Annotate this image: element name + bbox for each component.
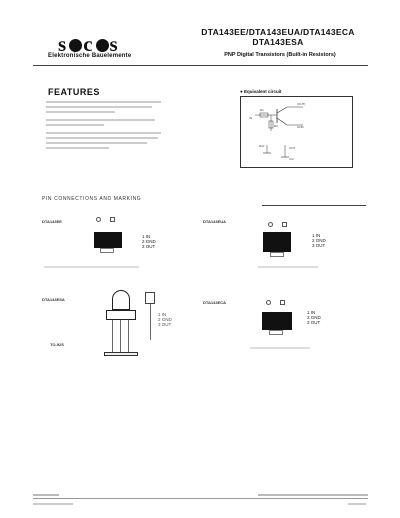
package-dta143esa-pin-labels: 1 IN 2 GND 3 OUT [158, 312, 172, 327]
pin-marker [266, 300, 271, 305]
package-dta143ee-pin-labels: 1 IN 2 GND 3 OUT [142, 234, 156, 249]
package-dta143eca-pin-labels: 1 IN 2 GND 3 OUT [307, 310, 321, 325]
feature-line [46, 137, 158, 139]
package-name-dta143ee: DTA143EE [42, 219, 62, 224]
package-dta143eua-bottom-pin [270, 252, 284, 257]
package-name-dta143eca: DTA143ECA [203, 300, 227, 305]
feature-line [46, 147, 109, 149]
circuit-label: IN [249, 116, 252, 120]
package-dta143ee-bottom-pin [100, 248, 114, 253]
feature-line [46, 124, 104, 126]
title-line-2: DTA143ESA [252, 37, 304, 47]
section-rule [262, 205, 366, 206]
logo-dot [96, 39, 109, 52]
package-dta143esa-bottom-view [104, 352, 138, 356]
package-type-to92s: TO-92S [50, 342, 64, 347]
circuit-label: (OUT) [297, 102, 306, 106]
feature-line [46, 142, 147, 144]
circuit-label: R2 [274, 124, 278, 128]
document-title [188, 27, 368, 47]
circuit-label: Vcc [289, 157, 295, 161]
lead [112, 320, 113, 352]
circuit-label: R1 [260, 108, 264, 112]
footer-divider [33, 498, 368, 499]
header-divider [33, 65, 368, 66]
feature-line [46, 119, 155, 121]
company-tagline: Elektronische Bauelemente [48, 53, 132, 59]
title-line-1: DTA143EE/DTA143EUA/DTA143ECA [201, 27, 355, 37]
marking-note [44, 266, 139, 268]
pin-connections-heading: PIN CONNECTIONS AND MARKING [42, 196, 142, 202]
document-subtitle: PNP Digital Transistors (Built-in Resistors) [224, 52, 336, 58]
package-dta143eca-body [262, 312, 292, 330]
package-dta143esa-side-view [112, 290, 130, 310]
company-logo: s c s [58, 32, 120, 56]
package-dta143eua-pin-labels: 1 IN 2 GND 3 OUT [312, 233, 326, 248]
pin-marker [268, 222, 273, 227]
equivalent-circuit-box [240, 96, 353, 168]
marking-note [258, 266, 318, 268]
circuit-label: GND [297, 125, 304, 129]
equivalent-circuit-diagram [241, 97, 354, 169]
package-dta143eua-body [263, 232, 291, 252]
footer-page-number [348, 503, 366, 505]
package-dta143eca-bottom-pin [269, 330, 283, 335]
equivalent-circuit-label: ● Equivalent circuit [240, 89, 282, 94]
pin-marker [280, 300, 285, 305]
features-heading: FEATURES [48, 87, 100, 97]
feature-line [46, 111, 115, 113]
pin-marker [110, 217, 115, 222]
circuit-label: OUT [289, 146, 296, 150]
footer-left-note [33, 494, 59, 496]
package-dta143ee-top-pins [92, 217, 122, 231]
package-dta143esa-body [106, 310, 136, 320]
package-name-dta143eua: DTA143EUA [203, 219, 227, 224]
features-list [46, 101, 161, 149]
lead [120, 320, 121, 352]
footer-date [33, 503, 73, 505]
lead [150, 304, 151, 340]
pin-marker [282, 222, 287, 227]
feature-line [46, 132, 161, 134]
package-dta143esa-front-view [145, 292, 155, 304]
marking-note [250, 347, 310, 349]
feature-line [46, 101, 161, 103]
pin-marker [96, 217, 101, 222]
package-dta143ee-body [94, 232, 122, 248]
footer-right-note [258, 494, 368, 496]
feature-line [46, 106, 152, 108]
logo-dot [69, 39, 82, 52]
circuit-label: Rcd [259, 144, 265, 148]
package-name-dta143esa: DTA143ESA [42, 297, 65, 302]
lead [128, 320, 129, 352]
